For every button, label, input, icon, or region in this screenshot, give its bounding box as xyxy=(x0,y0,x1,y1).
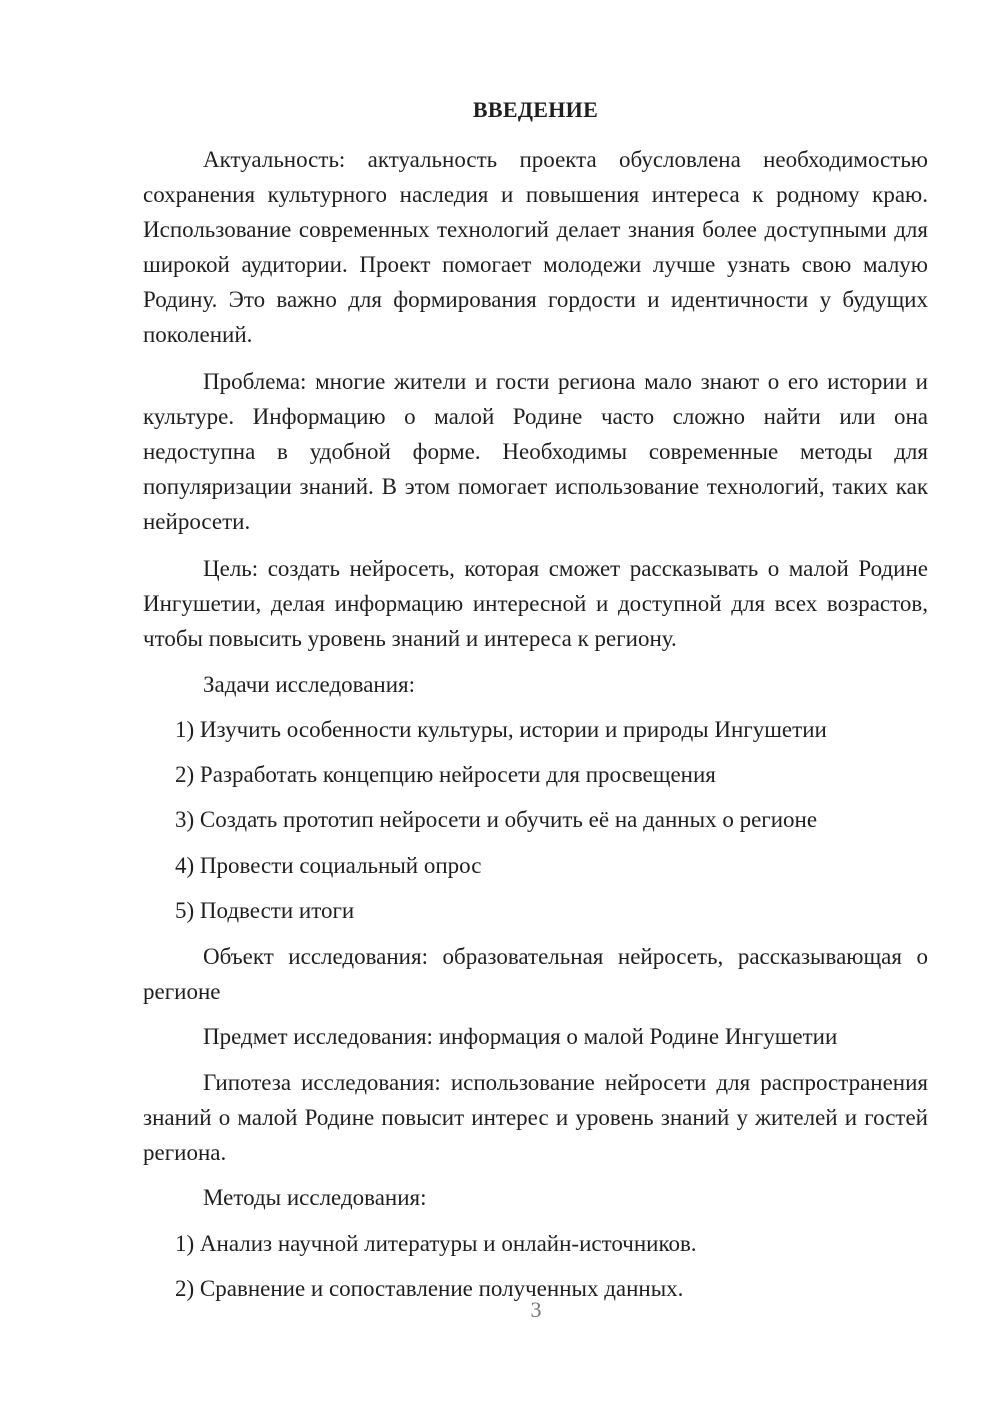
task-item: 2) Разработать концепцию нейросети для просвещения xyxy=(175,762,716,787)
page-number: 3 xyxy=(530,1297,542,1322)
task-item: 1) Изучить особенности культуры, истории и природы Ингушетии xyxy=(175,717,827,742)
relevance-paragraph: Актуальность: актуальность проекта обусловлена необходимостью сохранения культурного наследия и повышения интереса к родному краю. Использование современных технологий делает знания более доступными для широкой аудитории. Проект помогает молодежи лучше узнать свою малую Родину. Это важно для формирования гордости и идентичности у будущих поколений. xyxy=(143,147,928,347)
hypothesis-paragraph: Гипотеза исследования: использование нейросети для распространения знаний о малой Родине повысит интерес и уровень знаний у жителей и гостей региона. xyxy=(143,1070,928,1165)
task-item: 5) Подвести итоги xyxy=(175,898,355,923)
subject-paragraph: Предмет исследования: информация о малой Родине Ингушетии xyxy=(203,1024,838,1049)
task-item: 3) Создать прототип нейросети и обучить её на данных о регионе xyxy=(175,807,818,832)
section-title: ВВЕДЕНИЕ xyxy=(472,97,599,122)
goal-paragraph: Цель: создать нейросеть, которая сможет рассказывать о малой Родине Ингушетии, делая информацию интересной и доступной для всех возрастов, чтобы повысить уровень знаний и интереса к региону. xyxy=(143,556,928,651)
problem-paragraph: Проблема: многие жители и гости региона мало знают о его истории и культуре. Информацию о малой Родине часто сложно найти или она недоступна в удобной форме. Необходимы современные методы для популяризации знаний. В этом помогает использование технологий, таких как нейросети. xyxy=(143,369,928,534)
tasks-heading: Задачи исследования: xyxy=(203,672,416,697)
methods-heading: Методы исследования: xyxy=(203,1185,427,1210)
method-item: 2) Сравнение и сопоставление полученных данных. xyxy=(175,1276,684,1301)
method-item: 1) Анализ научной литературы и онлайн-источников. xyxy=(175,1231,697,1256)
task-item: 4) Провести социальный опрос xyxy=(175,853,482,878)
object-paragraph: Объект исследования: образовательная нейросеть, рассказывающая о регионе xyxy=(143,944,928,1004)
